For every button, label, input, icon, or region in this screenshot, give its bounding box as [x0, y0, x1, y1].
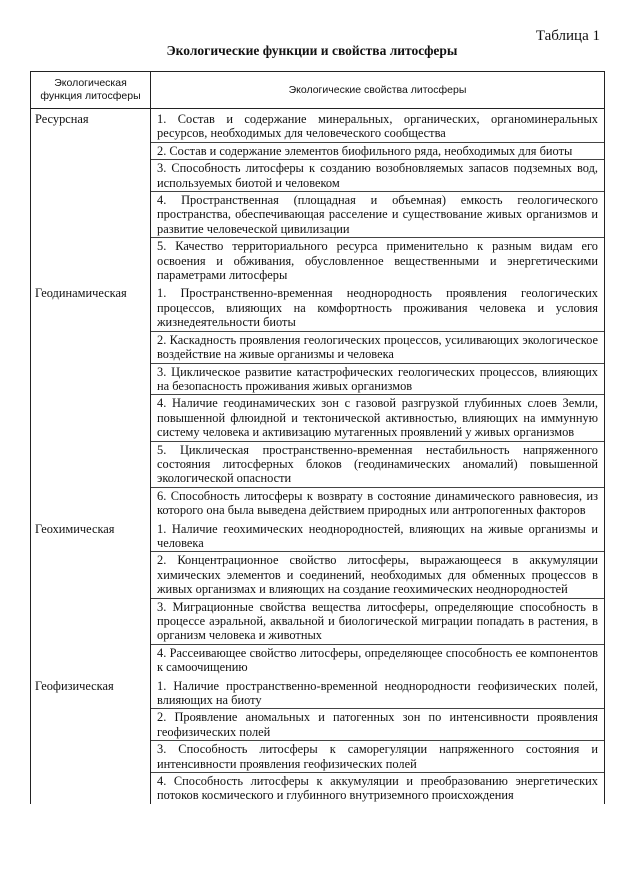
property-item: 4. Пространственная (площадная и объемная) емкость геологического пространства, обеспечивающая расселение и существование живых организмов и развитие человеческой цивилизации: [157, 193, 598, 236]
function-name: Геофизическая: [31, 676, 151, 804]
function-name: Геодинамическая: [31, 283, 151, 518]
properties-cell: [151, 676, 605, 804]
properties-cell: [151, 109, 605, 284]
property-item: 5. Качество территориального ресурса применительно к разным видам его освоения и обживания, обусловленное вещественными и энергетическими параметрами литосферы: [157, 239, 598, 283]
table-body: [31, 109, 605, 804]
table-number: Таблица 1: [535, 28, 600, 44]
property-item: 5. Циклическая пространственно-временная нестабильность напряженного состояния литосферных блоков (геодинамических аномалий) повышенной экологической опасности: [157, 442, 598, 486]
property-item: 2. Проявление аномальных и патогенных зон по интенсивности проявления геофизических полей: [157, 710, 598, 739]
table-header-row: [31, 72, 605, 109]
property-item: 2. Состав и содержание элементов биофильного ряда, необходимых для биоты: [157, 143, 573, 158]
property-item: 3. Способность литосферы к созданию возобновляемых запасов подземных вод, используемых биотой и человеком: [157, 161, 598, 190]
functions-table: [30, 71, 605, 804]
table-row: [31, 283, 605, 518]
table-row: [31, 519, 605, 676]
property-item: 1. Наличие пространственно-временной неоднородности геофизических полей, влияющих на биоту: [157, 678, 598, 708]
property-item: 1. Наличие геохимических неоднородностей, влияющих на живые организмы и человека: [157, 521, 598, 550]
property-item: 1. Состав и содержание минеральных, органических, органоминеральных ресурсов, необходимых для человеческого сообщества: [157, 112, 598, 141]
table-row: [31, 109, 605, 284]
property-item: 2. Каскадность проявления геологических процессов, усиливающих экологическое воздействие на живые организмы и человека: [157, 332, 598, 362]
properties-cell: [151, 283, 605, 518]
property-item: 4. Способность литосферы к аккумуляции и преобразованию энергетических потоков космического и глубинного внутриземного происхождения: [157, 774, 598, 803]
property-item: 3. Способность литосферы к саморегуляции напряженного состояния и интенсивности проявления геофизических полей: [157, 742, 598, 771]
property-item: 1. Пространственно-временная неоднородность проявления геологических процессов, влияющих на комфортность проживания человека и условия жизнедеятельности биоты: [157, 286, 598, 330]
property-item: 6. Способность литосферы к возврату в состояние динамического равновесия, из которого она была выведена действием природных или антропогенных факторов: [157, 488, 598, 518]
property-item: 3. Циклическое развитие катастрофических геологических процессов, влияющих на безопасность проживания живых организмов: [157, 364, 598, 393]
property-item: 4. Наличие геодинамических зон с газовой разгрузкой глубинных слоев Земли, повышенной флюидной и тектонической активностью, влияющих на иммунную систему человека и активизацию мутагенных проявлений у живых организмов: [157, 396, 598, 440]
table-title: Экологические функции и свойства литосферы: [166, 43, 458, 58]
property-item: 2. Концентрационное свойство литосферы, выражающееся в аккумуляции химических элементов и соединений, необходимых для обменных процессов в живых организмах и влияющих на создание геохимических неоднородностей: [157, 553, 598, 597]
property-item: 4. Рассеивающее свойство литосферы, определяющее способность ее компонентов к самоочищению: [157, 645, 598, 675]
column-header-properties: Экологические свойства литосферы: [151, 72, 605, 109]
function-name: Ресурсная: [31, 109, 151, 284]
column-header-function: Экологическая функция литосферы: [31, 72, 151, 109]
property-item: 3. Миграционные свойства вещества литосферы, определяющие способность в процессе аэральной, аквальной и биологической миграции попадать в растения, в организм человека и животных: [157, 599, 598, 643]
function-name: Геохимическая: [31, 519, 151, 676]
properties-cell: [151, 519, 605, 676]
table-row: [31, 676, 605, 804]
